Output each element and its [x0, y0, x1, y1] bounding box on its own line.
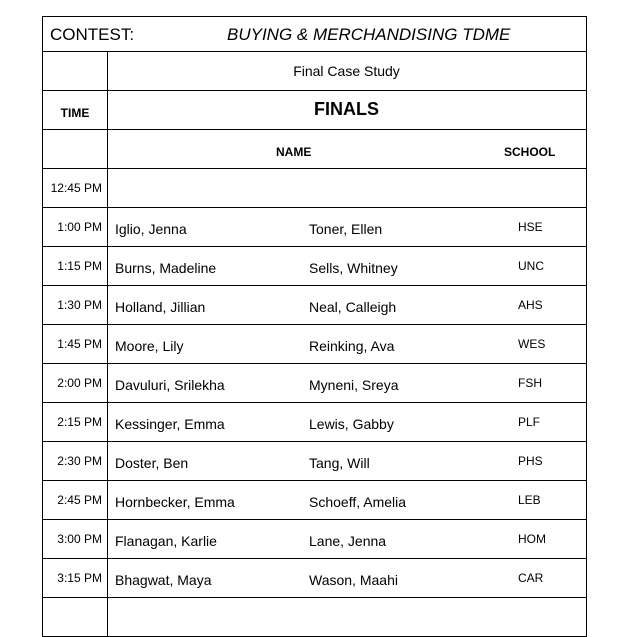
school-code: WES — [518, 337, 546, 351]
event-subtitle: Final Case Study — [293, 63, 400, 79]
competitor-name-1: Flanagan, Karlie — [115, 533, 217, 549]
slot-time: 1:30 PM — [57, 298, 102, 312]
slot-time: 2:00 PM — [57, 376, 102, 390]
table-row — [42, 598, 587, 637]
column-divider — [107, 130, 108, 168]
competitor-name-1: Bhagwat, Maya — [115, 572, 212, 588]
table-row — [42, 364, 587, 403]
table-row — [42, 169, 587, 208]
column-divider — [107, 169, 108, 207]
column-divider — [107, 208, 108, 246]
table-row — [42, 208, 587, 247]
table-row — [42, 403, 587, 442]
competitor-name-2: Toner, Ellen — [309, 221, 383, 237]
competitor-name-2: Myneni, Sreya — [309, 377, 399, 393]
slot-time: 2:45 PM — [57, 493, 102, 507]
competitor-name-1: Kessinger, Emma — [115, 416, 225, 432]
column-divider — [107, 403, 108, 441]
school-code: CAR — [518, 571, 544, 585]
schedule-rows — [42, 169, 587, 637]
column-divider — [107, 442, 108, 480]
competitor-name-2: Schoeff, Amelia — [309, 494, 407, 510]
contest-name: BUYING & MERCHANDISING TDME — [227, 25, 511, 44]
slot-time: 3:15 PM — [57, 571, 102, 585]
name-column-header: NAME — [276, 145, 312, 159]
table-row — [42, 442, 587, 481]
competitor-name-2: Lane, Jenna — [309, 533, 387, 549]
competitor-name-1: Iglio, Jenna — [115, 221, 187, 237]
competitor-name-2: Tang, Will — [309, 455, 370, 471]
column-divider — [107, 598, 108, 636]
table-row — [42, 286, 587, 325]
school-code: HOM — [518, 532, 546, 546]
competitor-name-1: Holland, Jillian — [115, 299, 206, 315]
school-code: LEB — [518, 493, 541, 507]
school-code: FSH — [518, 376, 542, 390]
slot-time: 3:00 PM — [57, 532, 102, 546]
column-divider — [107, 325, 108, 363]
competitor-name-2: Sells, Whitney — [309, 260, 398, 276]
table-row — [42, 481, 587, 520]
column-divider — [107, 364, 108, 402]
school-code: AHS — [518, 298, 543, 312]
table-row — [42, 559, 587, 598]
table-row — [42, 325, 587, 364]
column-divider — [107, 481, 108, 519]
subtitle-row — [42, 52, 587, 91]
column-divider — [107, 247, 108, 285]
contest-label: CONTEST: — [50, 25, 135, 44]
column-divider — [107, 520, 108, 558]
column-header-row — [42, 130, 587, 169]
column-divider — [107, 559, 108, 597]
competitor-name-2: Reinking, Ava — [309, 338, 395, 354]
school-code: PLF — [518, 415, 541, 429]
competitor-name-1: Burns, Madeline — [115, 260, 217, 276]
competitor-name-2: Neal, Calleigh — [309, 299, 397, 315]
competitor-name-1: Doster, Ben — [115, 455, 189, 471]
slot-time: 2:15 PM — [57, 415, 102, 429]
table-row — [42, 247, 587, 286]
slot-time: 12:45 PM — [50, 181, 102, 195]
time-column-header: TIME — [60, 106, 90, 120]
competitor-name-1: Hornbecker, Emma — [115, 494, 235, 510]
slot-time: 1:15 PM — [57, 259, 102, 273]
school-column-header: SCHOOL — [504, 145, 556, 159]
slot-time: 1:00 PM — [57, 220, 102, 234]
competitor-name-1: Davuluri, Srilekha — [115, 377, 225, 393]
contest-row — [42, 16, 587, 52]
competitor-name-1: Moore, Lily — [115, 338, 184, 354]
school-code: PHS — [518, 454, 543, 468]
competitor-name-2: Lewis, Gabby — [309, 416, 394, 432]
slot-time: 2:30 PM — [57, 454, 102, 468]
slot-time: 1:45 PM — [57, 337, 102, 351]
column-divider — [107, 286, 108, 324]
round-title: FINALS — [314, 99, 379, 119]
table-row — [42, 520, 587, 559]
school-code: UNC — [518, 259, 544, 273]
competitor-name-2: Wason, Maahi — [309, 572, 398, 588]
schedule-sheet — [42, 16, 587, 637]
round-row — [42, 91, 587, 130]
school-code: HSE — [518, 220, 543, 234]
